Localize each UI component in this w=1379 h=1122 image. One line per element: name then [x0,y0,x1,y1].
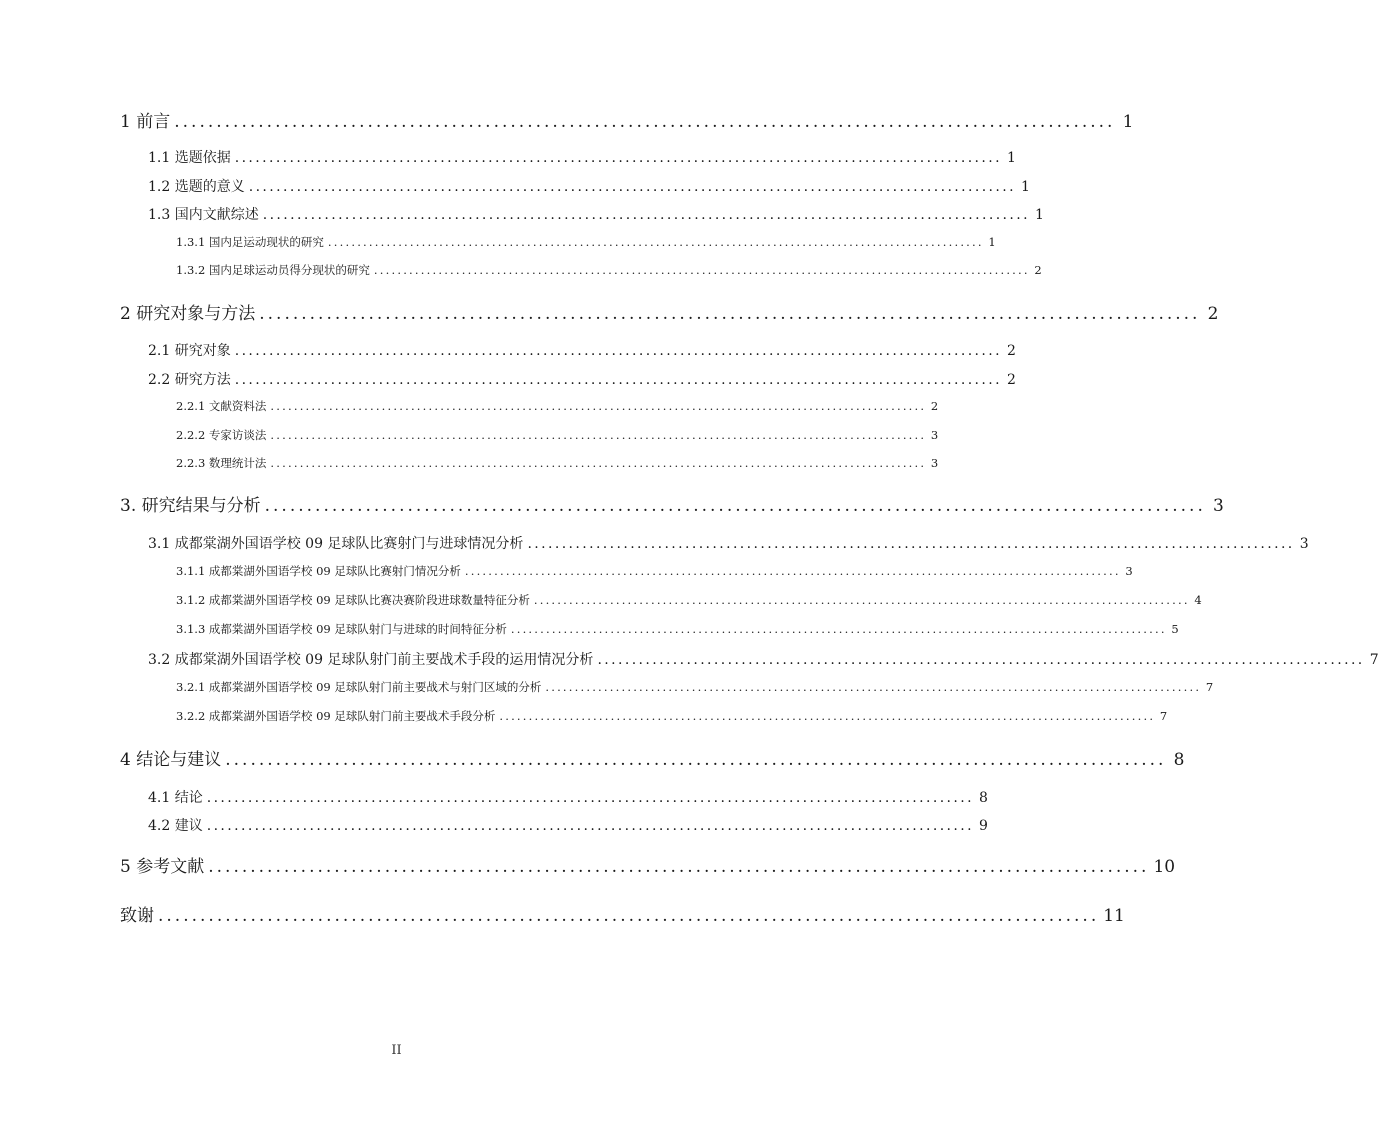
dot-leader: ................................................................................................................ [208,857,1150,877]
dot-leader: ................................................................................................................ [248,179,1016,195]
toc-entry-label: 3.2.2 成都棠湖外国语学校 09 足球队射门前主要战术手段分析 [176,709,496,723]
toc-entry-label: 4.1 结论 [148,790,203,806]
toc-entry[interactable] [176,427,939,443]
toc-entry-page: 10 [1153,857,1176,877]
toc-entry[interactable] [148,649,1379,669]
toc-entry-label: 1.1 选题依据 [148,150,231,166]
toc-entry[interactable] [120,107,1134,132]
toc-entry-page: 1 [1035,207,1044,223]
toc-entry[interactable] [148,340,1016,360]
toc-entry-label: 3. 研究结果与分析 [120,496,261,516]
toc-entry[interactable] [120,299,1219,324]
dot-leader: ................................................................................................................ [270,456,927,470]
toc-entry[interactable] [176,234,996,250]
toc-entry[interactable] [148,176,1030,196]
dot-leader: ................................................................................................................ [597,652,1365,668]
dot-leader: ................................................................................................................ [225,750,1167,770]
toc-entry-label: 致谢 [120,906,154,926]
dot-leader: ................................................................................................................ [158,906,1100,926]
toc-entry[interactable] [148,815,988,835]
toc-entry-page: 1 [1021,179,1030,195]
toc-entry[interactable] [176,563,1133,579]
toc-entry[interactable] [148,204,1044,224]
toc-entry-label: 2.2.1 文献资料法 [176,399,267,413]
toc-entry-page: 1 [988,235,996,249]
dot-leader: ................................................................................................................ [259,304,1201,324]
toc-entry-page: 1 [1007,150,1016,166]
dot-leader: ................................................................................................................ [206,818,974,834]
toc-entry[interactable] [148,147,1016,167]
dot-leader: ................................................................................................................ [327,235,984,249]
dot-leader: ................................................................................................................ [499,709,1156,723]
toc-entry-label: 3.1 成都棠湖外国语学校 09 足球队比赛射门与进球情况分析 [148,536,524,552]
page-number: II [391,1043,402,1058]
dot-leader: ................................................................................................................ [264,496,1206,516]
toc-entry-page: 7 [1159,709,1168,723]
toc-entry-page: 3 [1299,536,1309,552]
dot-leader: ................................................................................................................ [533,593,1190,607]
toc-entry-page: 3 [930,456,939,470]
dot-leader: ................................................................................................................ [270,399,927,413]
toc-entry-label: 3.2 成都棠湖外国语学校 09 足球队射门前主要战术手段的运用情况分析 [148,652,594,668]
toc-entry-page: 9 [979,818,988,834]
toc-entry-label: 1.3.2 国内足球运动员得分现状的研究 [176,263,370,277]
toc-entry-page: 3 [930,428,939,442]
toc-entry[interactable] [148,787,988,807]
toc-entry-page: 1 [1122,112,1134,132]
toc-entry[interactable] [176,398,939,414]
toc-entry-page: 7 [1369,652,1379,668]
dot-leader: ................................................................................................................ [545,680,1202,694]
dot-leader: ................................................................................................................ [174,112,1116,132]
toc-entry-page: 8 [1173,750,1185,770]
toc-entry-label: 2.1 研究对象 [148,343,231,359]
toc-entry[interactable] [176,455,939,471]
toc-entry[interactable] [120,491,1224,516]
toc-entry-page: 2 [1207,304,1219,324]
toc-entry-label: 3.1.1 成都棠湖外国语学校 09 足球队比赛射门情况分析 [176,564,461,578]
toc-entry-page: 5 [1171,622,1179,636]
toc-entry-page: 2 [1007,372,1016,388]
toc-entry[interactable] [120,901,1125,926]
toc-entry-page: 2 [1007,343,1016,359]
toc-entry[interactable] [176,262,1042,278]
dot-leader: ................................................................................................................ [262,207,1030,223]
toc-entry[interactable] [148,369,1016,389]
toc-entry[interactable] [176,679,1214,695]
dot-leader: ................................................................................................................ [464,564,1121,578]
toc-entry-label: 2.2 研究方法 [148,372,231,388]
toc-entry-label: 3.1.3 成都棠湖外国语学校 09 足球队射门与进球的时间特征分析 [176,622,507,636]
toc-entry-page: 11 [1103,906,1125,926]
dot-leader: ................................................................................................................ [270,428,927,442]
toc-entry-label: 1.3.1 国内足运动现状的研究 [176,235,324,249]
page-footer [0,1043,793,1058]
toc-entry-page: 3 [1125,564,1133,578]
toc-entry[interactable] [120,745,1185,770]
toc-entry-label: 5 参考文献 [120,857,205,877]
dot-leader: ................................................................................................................ [206,790,974,806]
dot-leader: ................................................................................................................ [234,150,1002,166]
toc-entry-label: 2.2.3 数理统计法 [176,456,267,470]
toc-entry-page: 7 [1205,680,1214,694]
dot-leader: ................................................................................................................ [510,622,1167,636]
toc-entry-page: 8 [979,790,988,806]
toc-entry-label: 2 研究对象与方法 [120,304,256,324]
toc-entry[interactable] [176,708,1168,724]
toc-entry[interactable] [176,592,1202,608]
toc-entry[interactable] [176,621,1179,637]
toc-entry-label: 3.2.1 成都棠湖外国语学校 09 足球队射门前主要战术与射门区域的分析 [176,680,542,694]
toc-entry-label: 4.2 建议 [148,818,203,834]
toc-entry-label: 1.3 国内文献综述 [148,207,259,223]
toc-entry-label: 3.1.2 成都棠湖外国语学校 09 足球队比赛决赛阶段进球数量特征分析 [176,593,530,607]
toc-entry[interactable] [120,852,1176,877]
toc-entry[interactable] [148,533,1309,553]
toc-entry-page: 2 [1034,263,1042,277]
dot-leader: ................................................................................................................ [373,263,1030,277]
toc-entry-page: 3 [1213,496,1224,516]
dot-leader: ................................................................................................................ [234,372,1002,388]
toc-entry-page: 4 [1194,593,1202,607]
toc-entry-label: 1 前言 [120,112,171,132]
toc-entry-page: 2 [930,399,939,413]
toc-entry-label: 4 结论与建议 [120,750,222,770]
toc-entry-label: 1.2 选题的意义 [148,179,245,195]
toc-entry-label: 2.2.2 专家访谈法 [176,428,267,442]
dot-leader: ................................................................................................................ [527,536,1295,552]
dot-leader: ................................................................................................................ [234,343,1002,359]
